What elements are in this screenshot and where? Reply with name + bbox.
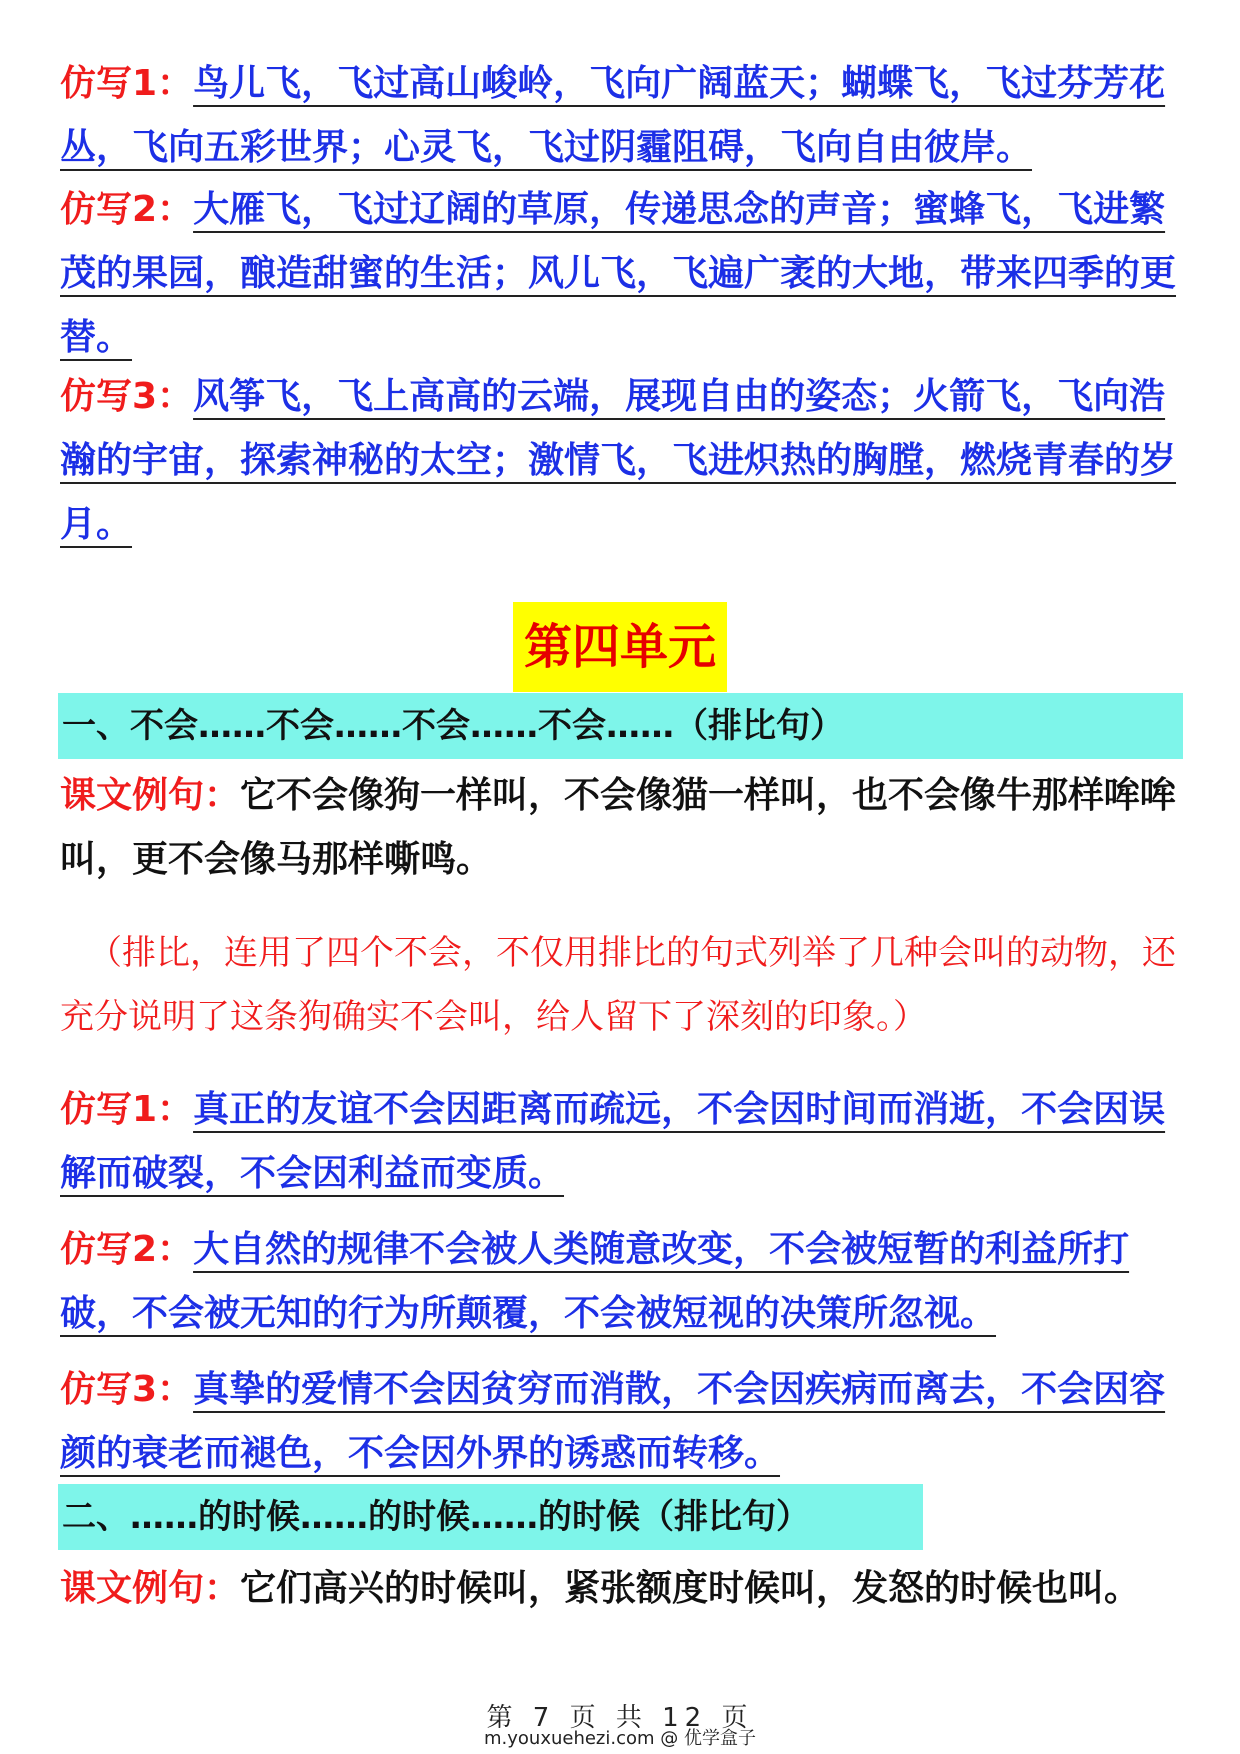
imitation-label: 仿写1： xyxy=(60,63,194,104)
unit-title: 第四单元 xyxy=(513,602,727,692)
imitation-text: 鸟儿飞，飞过高山峻岭，飞向广阔蓝天；蝴蝶飞，飞过芬芳花丛，飞向五彩世界；心灵飞，飞过阴霾阻碍，飞向自由彼岸。 xyxy=(60,63,1166,168)
imitation-text: 真挚的爱情不会因贫穷而消散，不会因疾病而离去，不会因容颜的衰老而褪色，不会因外界的诱惑而转移。 xyxy=(60,1369,1166,1474)
imitation-text: 风筝飞，飞上高高的云端，展现自由的姿态；火箭飞，飞向浩瀚的宇宙，探索神秘的太空；激情飞，飞进炽热的胸膛，燃烧青春的岁月。 xyxy=(60,376,1177,545)
imitation-paragraph xyxy=(60,52,1185,180)
imitation-paragraph xyxy=(60,1218,1185,1346)
imitation-label: 仿写1： xyxy=(60,1089,194,1130)
example-label: 课文例句： xyxy=(60,1568,241,1609)
example-paragraph xyxy=(60,1557,1185,1621)
imitation-paragraph xyxy=(60,365,1185,557)
example-text: 它们高兴的时候叫，紧张额度时候叫，发怒的时候也叫。 xyxy=(240,1568,1141,1609)
imitation-paragraph xyxy=(60,1358,1185,1486)
section-heading-1: 一、不会……不会……不会……不会……（排比句） xyxy=(58,693,1183,759)
imitation-label: 仿写2： xyxy=(60,1229,194,1270)
imitation-paragraph xyxy=(60,1078,1185,1206)
example-label: 课文例句： xyxy=(60,775,241,816)
imitation-label: 仿写2： xyxy=(60,189,194,230)
site-watermark: m.youxuehezi.com @ 优学盒子 xyxy=(483,1728,756,1749)
imitation-paragraph xyxy=(60,178,1185,370)
example-paragraph xyxy=(60,764,1185,892)
analysis-note: （排比，连用了四个不会，不仅用排比的句式列举了几种会叫的动物，还充分说明了这条狗确实不会叫，给人留下了深刻的印象。） xyxy=(60,933,1176,1037)
example-text: 它不会像狗一样叫，不会像猫一样叫，也不会像牛那样哞哞叫，更不会像马那样嘶鸣。 xyxy=(60,775,1177,880)
imitation-label: 仿写3： xyxy=(60,376,194,417)
page-number: 第 7 页 共 12 页 xyxy=(486,1703,754,1733)
imitation-text: 大自然的规律不会被人类随意改变，不会被短暂的利益所打破，不会被无知的行为所颠覆，不会被短视的决策所忽视。 xyxy=(60,1229,1130,1334)
imitation-label: 仿写3： xyxy=(60,1369,194,1410)
imitation-text: 真正的友谊不会因距离而疏远，不会因时间而消逝，不会因误解而破裂，不会因利益而变质。 xyxy=(60,1089,1166,1194)
imitation-text: 大雁飞，飞过辽阔的草原，传递思念的声音；蜜蜂飞，飞进繁茂的果园，酿造甜蜜的生活；风儿飞，飞遍广袤的大地，带来四季的更替。 xyxy=(60,189,1177,358)
section-heading-2: 二、……的时候……的时候……的时候（排比句） xyxy=(58,1484,923,1550)
